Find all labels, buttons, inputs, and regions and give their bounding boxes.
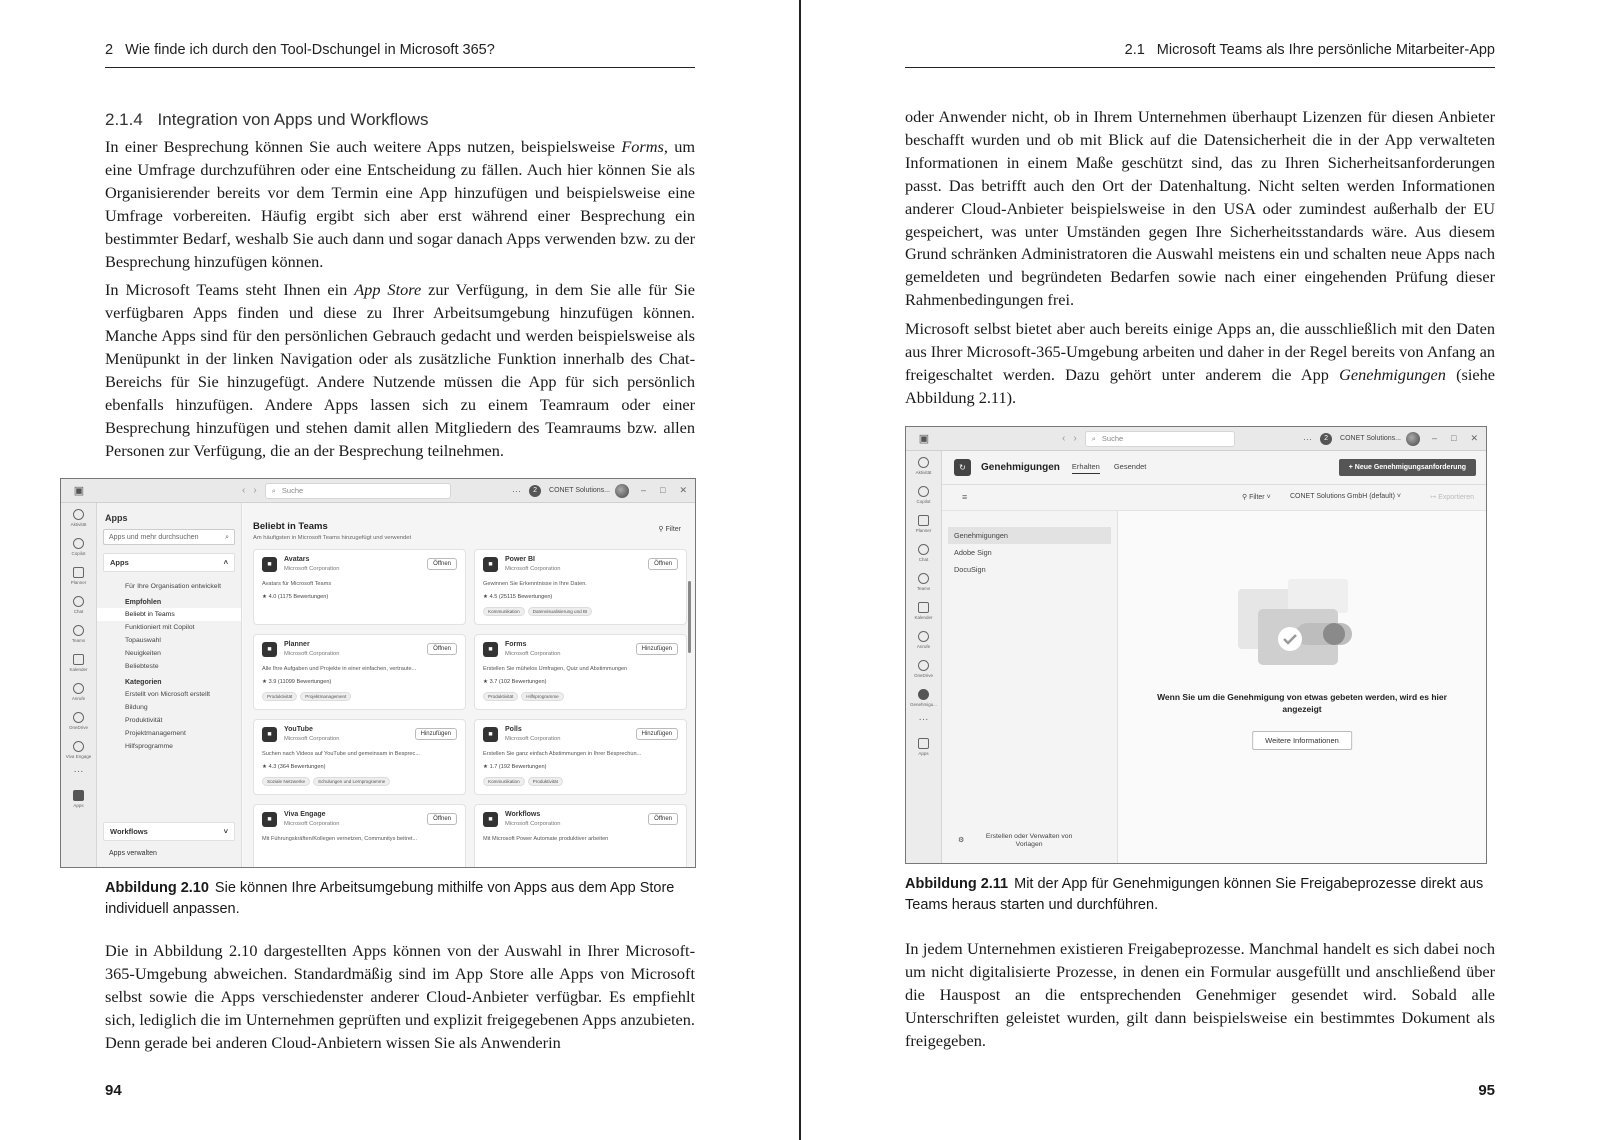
sidebar-heading-categories: Kategorien bbox=[125, 679, 162, 686]
phone-icon bbox=[73, 683, 84, 694]
star-icon: ★ bbox=[262, 594, 269, 600]
text-run: In Microsoft Teams steht Ihnen ein bbox=[105, 280, 355, 300]
rating-text: 3.7 (102 Bewertungen) bbox=[489, 679, 547, 685]
main-title: Beliebt in Teams bbox=[253, 521, 328, 532]
text-run: zur Verfügung, in dem Sie alle für Sie verfügbaren Apps finden und diese zu Ihrer Arbeitsumgebung hinzufügen können. Manche Apps sind für den persönlichen Gebrauch gedacht und werden beispielsweise als Menüpunkt in der linken Navigation oder als zusätzliche Funktion innerhalb des Chat-Bereichs für Sie hinzugefügt. Andere Nutzende müssen die App für sich persönlich ebenfalls hinzufügen. Andere Apps lassen sich zu einem Teamraum oder einer Besprechung hinzufügen und stehen damit allen Mitgliedern des Teamraums bzw. allen Personen zur Verfügung, die an der Besprechung teilnehmen. bbox=[105, 280, 695, 460]
app-icon: ■ bbox=[262, 642, 277, 657]
app-card[interactable] bbox=[253, 549, 466, 625]
rail-label: Copilot bbox=[916, 498, 931, 504]
nav-arrows bbox=[1062, 433, 1077, 444]
chapter-number: 2 bbox=[105, 42, 114, 58]
viva-engage-icon bbox=[73, 741, 84, 752]
page-number: 95 bbox=[1478, 1082, 1495, 1099]
figure-2-10-teams-apps bbox=[60, 478, 696, 868]
nav-arrows bbox=[242, 485, 257, 496]
app-icon: ■ bbox=[483, 642, 498, 657]
rail-item-activity[interactable] bbox=[906, 451, 941, 480]
main-subtitle: Am häufigsten in Microsoft Teams hinzugefügt und verwendet bbox=[253, 535, 412, 541]
app-name: Polls bbox=[505, 726, 522, 733]
app-description: Mit Führungskräften/Kollegen vernetzen, Communitys beitret... bbox=[262, 836, 418, 842]
checkmark-circle-icon bbox=[1278, 627, 1302, 651]
rail-label: Teams bbox=[71, 637, 86, 643]
caption-label: Abbildung 2.10 bbox=[105, 880, 209, 896]
chat-icon bbox=[918, 544, 929, 555]
more-apps-icon[interactable]: ··· bbox=[918, 714, 929, 725]
planner-icon bbox=[918, 515, 929, 526]
caption-text: Mit der App für Genehmigungen können Sie Freigabeprozesse direkt aus Teams heraus starten und durchführen. bbox=[905, 876, 1484, 913]
rail-label: Anrufe bbox=[71, 695, 86, 701]
caption-text: Sie können Ihre Arbeitsumgebung mithilfe von Apps aus dem App Store individuell anpassen. bbox=[105, 880, 675, 917]
rail-item-approvals[interactable] bbox=[906, 683, 941, 712]
body-text-top-right bbox=[905, 106, 1495, 416]
app-name: Planner bbox=[284, 641, 310, 648]
text-run: In einer Besprechung können Sie auch weitere Apps nutzen, beispielsweise bbox=[105, 137, 622, 156]
approvals-sidebar bbox=[942, 511, 1118, 863]
sidebar-item-category[interactable]: Produktivität bbox=[125, 717, 163, 724]
search-icon: ⌕ bbox=[1091, 433, 1096, 443]
rail-label: Aktivität bbox=[70, 521, 87, 527]
rail-item-teams[interactable] bbox=[61, 619, 96, 648]
rail-label: Copilot bbox=[71, 550, 86, 556]
cloud-icon bbox=[73, 712, 84, 723]
org-name: CONET Solutions... bbox=[549, 487, 610, 494]
empty-state-illustration bbox=[1218, 571, 1368, 681]
apps-icon bbox=[918, 738, 929, 749]
app-card-grid bbox=[253, 549, 687, 868]
rail-label: Genehmigu... bbox=[909, 701, 937, 707]
notification-icon[interactable]: 2 bbox=[1320, 433, 1332, 445]
apps-icon bbox=[73, 790, 84, 801]
sidebar-item-category[interactable]: Erstellt von Microsoft erstellt bbox=[125, 691, 210, 698]
rail-item-calendar[interactable] bbox=[906, 596, 941, 625]
app-tag[interactable]: Projektmanagement bbox=[300, 692, 351, 701]
hamburger-menu-icon[interactable]: ≡ bbox=[962, 492, 968, 502]
rating-text: 3.9 (11099 Bewertungen) bbox=[268, 679, 332, 685]
app-card[interactable] bbox=[474, 804, 687, 868]
figure-2-11-teams-approvals bbox=[905, 426, 1487, 864]
running-head-right bbox=[905, 42, 1495, 68]
app-rating bbox=[262, 594, 328, 600]
app-description: Avatars für Microsoft Teams bbox=[262, 581, 332, 587]
app-description: Gewinnen Sie Erkenntnisse in Ihre Daten. bbox=[483, 581, 587, 587]
filter-label: Filter bbox=[665, 526, 681, 533]
group-label: Workflows bbox=[110, 827, 148, 836]
chat-icon bbox=[73, 596, 84, 607]
app-rating bbox=[483, 594, 552, 600]
gear-icon: ⚙ bbox=[958, 837, 965, 844]
section-title: Integration von Apps und Workflows bbox=[157, 110, 429, 129]
app-action-button[interactable]: Öffnen bbox=[648, 558, 678, 570]
app-tag[interactable]: Produktivität bbox=[483, 692, 518, 701]
window-controls bbox=[1432, 433, 1478, 444]
apps-main-pane bbox=[243, 503, 695, 867]
filter-label: Filter bbox=[1249, 494, 1265, 501]
body-text-bottom-left bbox=[105, 940, 695, 1061]
caption-label: Abbildung 2.11 bbox=[905, 876, 1009, 892]
minimize-icon[interactable]: – bbox=[1432, 433, 1438, 443]
sidebar-item-copilot[interactable]: Funktioniert mit Copilot bbox=[125, 624, 195, 631]
approvals-icon bbox=[918, 689, 929, 700]
rail-item-teams[interactable] bbox=[906, 567, 941, 596]
app-description: Alle Ihre Aufgaben und Projekte in einer einfachen, vertraute... bbox=[262, 666, 417, 672]
teams-icon bbox=[73, 625, 84, 636]
search-icon: ⌕ bbox=[225, 534, 229, 541]
search-placeholder: Suche bbox=[1101, 434, 1124, 443]
more-info-button[interactable]: Weitere Informationen bbox=[1252, 731, 1352, 750]
sidebar-item-approvals[interactable]: Genehmigungen bbox=[948, 527, 1111, 544]
export-button[interactable]: ↦ Exportieren bbox=[1430, 494, 1474, 501]
rail-label: Planner bbox=[915, 527, 932, 533]
app-tag[interactable]: Hilfsprogramme bbox=[521, 692, 563, 701]
more-icon[interactable]: ··· bbox=[1303, 433, 1313, 444]
group-label: Apps bbox=[110, 558, 129, 567]
body-text-top-left bbox=[105, 136, 695, 469]
rail-item-planner[interactable] bbox=[61, 561, 96, 590]
app-card[interactable] bbox=[253, 719, 466, 795]
app-action-button[interactable]: Hinzufügen bbox=[636, 728, 678, 740]
rail-label: Viva Engage bbox=[65, 753, 92, 759]
search-icon: ⌕ bbox=[271, 485, 276, 495]
rail-item-calendar[interactable] bbox=[61, 648, 96, 677]
window-controls bbox=[641, 485, 687, 496]
tab-received[interactable]: Erhalten bbox=[1072, 462, 1100, 474]
app-tag[interactable]: Soziale Netzwerke bbox=[262, 777, 310, 786]
rail-item-onedrive[interactable] bbox=[906, 654, 941, 683]
approvals-app-icon: ↻ bbox=[954, 459, 971, 476]
forward-arrow-icon[interactable]: › bbox=[253, 485, 257, 496]
sidebar-item-org-built[interactable]: Für Ihre Organisation entwickelt bbox=[125, 583, 221, 590]
teams-logo-icon: ▣ bbox=[918, 433, 930, 445]
apps-sidebar bbox=[97, 503, 242, 867]
rating-text: 4.5 (25115 Bewertungen) bbox=[489, 594, 553, 600]
sidebar-item-category[interactable]: Projektmanagement bbox=[125, 730, 186, 737]
app-action-button[interactable]: Öffnen bbox=[427, 558, 457, 570]
filter-button[interactable]: ⚲ Filter bbox=[658, 526, 681, 533]
apps-search-placeholder: Apps und mehr durchsuchen bbox=[109, 534, 199, 541]
sidebar-item-category[interactable]: Hilfsprogramme bbox=[125, 743, 173, 750]
app-icon: ■ bbox=[262, 557, 277, 572]
back-arrow-icon[interactable]: ‹ bbox=[1062, 433, 1066, 444]
app-name: Viva Engage bbox=[284, 811, 326, 818]
avatar[interactable] bbox=[1406, 432, 1420, 446]
app-publisher: Microsoft Corporation bbox=[505, 651, 561, 657]
app-icon: ■ bbox=[483, 727, 498, 742]
app-tag[interactable]: Produktivität bbox=[262, 692, 297, 701]
teams-titlebar bbox=[61, 479, 695, 503]
paragraph: In jedem Unternehmen existieren Freigabeprozesse. Manchmal handelt es sich dabei noch um nicht digitalisierte Prozesse, in denen ein Formular ausgefüllt und anschließend über die Hauspost an die entsprechenden Genehmiger gesendet wird. Sobald alle Unterschriften geleistet wurden, gilt dann beispielsweise ein bestimmtes Dokument als freigegeben. bbox=[905, 939, 1495, 1050]
app-tag[interactable]: Datenvisualisierung und BI bbox=[528, 607, 593, 616]
app-tags bbox=[262, 692, 351, 701]
search-input[interactable] bbox=[265, 483, 451, 499]
chevron-up-icon: ˄ bbox=[223, 558, 228, 567]
calendar-icon bbox=[73, 654, 84, 665]
app-card[interactable] bbox=[474, 719, 687, 795]
app-name: Power BI bbox=[505, 556, 535, 563]
calendar-icon bbox=[918, 602, 929, 613]
bell-icon bbox=[918, 457, 929, 468]
more-apps-icon[interactable]: ··· bbox=[73, 766, 84, 777]
teams-app-rail bbox=[906, 451, 942, 863]
app-tags bbox=[262, 777, 390, 786]
app-publisher: Microsoft Corporation bbox=[284, 566, 340, 572]
app-tag[interactable]: Kommunikation bbox=[483, 777, 525, 786]
app-rating bbox=[262, 679, 331, 685]
paragraph bbox=[905, 318, 1495, 410]
sidebar-item-category[interactable]: Bildung bbox=[125, 704, 148, 711]
bell-icon bbox=[73, 509, 84, 520]
rating-text: 1.7 (192 Bewertungen) bbox=[489, 764, 547, 770]
rail-item-activity[interactable] bbox=[61, 503, 96, 532]
notification-icon[interactable]: 2 bbox=[529, 485, 541, 497]
tab-sent[interactable]: Gesendet bbox=[1113, 462, 1147, 471]
manage-templates-link[interactable] bbox=[958, 833, 1084, 849]
rail-label: Apps bbox=[73, 802, 84, 808]
new-approval-button[interactable]: + Neue Genehmigungsanforderung bbox=[1339, 459, 1476, 476]
app-name: Forms bbox=[505, 641, 527, 648]
rail-label: Aktivität bbox=[915, 469, 932, 475]
running-head-left bbox=[105, 42, 695, 68]
app-publisher: Microsoft Corporation bbox=[505, 736, 561, 742]
app-card[interactable] bbox=[474, 549, 687, 625]
app-name: YouTube bbox=[284, 726, 313, 733]
figure-caption-2-11 bbox=[905, 874, 1495, 916]
app-icon: ■ bbox=[262, 727, 277, 742]
phone-icon bbox=[918, 631, 929, 642]
teams-titlebar bbox=[906, 427, 1486, 451]
rail-item-chat[interactable] bbox=[906, 538, 941, 567]
star-icon: ★ bbox=[483, 764, 490, 770]
app-name: Workflows bbox=[505, 811, 541, 818]
rail-label: Anrufe bbox=[916, 643, 931, 649]
app-publisher: Microsoft Corporation bbox=[284, 651, 340, 657]
star-icon: ★ bbox=[262, 679, 269, 685]
app-tags bbox=[483, 692, 564, 701]
forward-arrow-icon[interactable]: › bbox=[1073, 433, 1077, 444]
back-arrow-icon[interactable]: ‹ bbox=[242, 485, 246, 496]
emphasis: Forms bbox=[621, 137, 664, 156]
section-number: 2.1.4 bbox=[105, 110, 143, 129]
emphasis: App Store bbox=[354, 280, 422, 300]
rail-item-calls[interactable] bbox=[61, 677, 96, 706]
app-tags bbox=[483, 777, 563, 786]
workflows-group-toggle[interactable] bbox=[103, 822, 235, 841]
app-tag[interactable]: Kommunikation bbox=[483, 607, 525, 616]
star-icon: ★ bbox=[483, 679, 490, 685]
app-icon: ■ bbox=[262, 812, 277, 827]
text-run: Microsoft selbst bietet aber auch bereits einige Apps an, die ausschließlich mit den Daten aus Ihrer Microsoft-365-Umgebung arbeiten und daher in der Regel bereits von Anfang an freigeschaltet werden. Dazu gehört unter anderem die App bbox=[905, 319, 1495, 384]
rail-label: Apps bbox=[918, 750, 929, 756]
app-description: Mit Microsoft Power Automate produktiver arbeiten bbox=[483, 836, 609, 842]
app-publisher: Microsoft Corporation bbox=[284, 821, 340, 827]
app-description: Erstellen Sie ganz einfach Abstimmungen in Ihrer Besprechun... bbox=[483, 751, 642, 757]
copilot-icon bbox=[918, 486, 929, 497]
app-card[interactable] bbox=[253, 804, 466, 868]
apps-sidebar-title: Apps bbox=[105, 513, 128, 523]
paragraph: oder Anwender nicht, ob in Ihrem Unternehmen überhaupt Lizenzen für diesen Anbieter beschafft wurden und ob mit Blick auf die Datensicherheit die in der App verwalteten Informationen in einem Maße geschützt sind, das zu Ihren Sicherheitsanforderungen passt. Das betrifft auch den Ort der Datenhaltung. Nicht selten werden Informationen anderer Cloud-Anbieter beispielsweise in den USA oder zumindest außerhalb der EU gespeichert, was unter Umständen gegen Ihre Sicherheitsstandards wäre. Aus diesem Grund schränken Administratoren die Auswahl meistens ein und schalten neue Apps nach gemeldeten und begründeten Bedarfen sowie nach einer eingehenden Prüfung dieser Rahmenbedingungen frei. bbox=[905, 107, 1495, 310]
app-action-button[interactable]: Öffnen bbox=[427, 643, 457, 655]
emphasis: Genehmigungen bbox=[1339, 364, 1446, 384]
rail-item-apps[interactable] bbox=[61, 784, 96, 813]
star-icon: ★ bbox=[262, 764, 269, 770]
planner-icon bbox=[73, 567, 84, 578]
sidebar-heading-recommended: Empfohlen bbox=[125, 599, 162, 606]
app-icon: ■ bbox=[483, 557, 498, 572]
more-icon[interactable]: ··· bbox=[512, 485, 522, 496]
rail-item-planner[interactable] bbox=[906, 509, 941, 538]
app-rating bbox=[262, 764, 326, 770]
rating-text: 4.3 (364 Bewertungen) bbox=[268, 764, 326, 770]
manage-apps-link[interactable] bbox=[97, 846, 241, 861]
search-placeholder: Suche bbox=[281, 486, 304, 495]
org-name: CONET Solutions... bbox=[1340, 435, 1401, 442]
copilot-icon bbox=[73, 538, 84, 549]
sidebar-item-adobe-sign[interactable]: Adobe Sign bbox=[954, 548, 992, 557]
filter-button[interactable]: ⚲ Filter ˅ bbox=[1242, 494, 1271, 501]
manage-apps-label: Apps verwalten bbox=[109, 850, 157, 857]
manage-templates-label: Erstellen oder Verwalten von Vorlagen bbox=[985, 833, 1073, 848]
app-action-button[interactable]: Hinzufügen bbox=[415, 728, 457, 740]
rail-label: Kalender bbox=[914, 614, 933, 620]
maximize-icon[interactable]: □ bbox=[1451, 433, 1457, 443]
app-publisher: Microsoft Corporation bbox=[284, 736, 340, 742]
sidebar-item-popular[interactable]: Beliebt in Teams bbox=[97, 608, 241, 621]
app-description: Erstellen Sie mühelos Umfragen, Quiz und Abstimmungen bbox=[483, 666, 628, 672]
rail-label: OneDrive bbox=[68, 724, 88, 730]
body-text-bottom-right bbox=[905, 938, 1495, 1059]
sidebar-item-docusign[interactable]: DocuSign bbox=[954, 565, 986, 574]
scrollbar[interactable] bbox=[688, 581, 691, 653]
sidebar-item-new[interactable]: Neuigkeiten bbox=[125, 650, 161, 657]
chevron-down-icon: ˅ bbox=[223, 827, 228, 836]
close-icon[interactable]: ✕ bbox=[679, 485, 687, 495]
app-publisher: Microsoft Corporation bbox=[505, 566, 561, 572]
figure-caption-2-10 bbox=[105, 878, 695, 920]
rail-label: Chat bbox=[918, 556, 929, 562]
paragraph bbox=[105, 136, 695, 273]
text-run: (siehe Abbildung 2.11). bbox=[905, 364, 1495, 407]
sidebar-item-most-popular[interactable]: Beliebteste bbox=[125, 663, 159, 670]
section-heading bbox=[105, 110, 695, 130]
sidebar-item-top-picks[interactable]: Topauswahl bbox=[125, 637, 161, 644]
rail-item-copilot[interactable] bbox=[61, 532, 96, 561]
app-action-button[interactable]: Öffnen bbox=[648, 813, 678, 825]
approvals-title: Genehmigungen bbox=[981, 462, 1060, 473]
illustration-card-top bbox=[1288, 579, 1348, 613]
export-label: Exportieren bbox=[1438, 494, 1474, 501]
section-title: Microsoft Teams als Ihre persönliche Mitarbeiter-App bbox=[1156, 42, 1495, 58]
teams-logo-icon: ▣ bbox=[73, 485, 85, 497]
app-action-button[interactable]: Hinzufügen bbox=[636, 643, 678, 655]
app-card[interactable] bbox=[253, 634, 466, 710]
approvals-toolbar bbox=[942, 485, 1486, 511]
teams-app-rail bbox=[61, 503, 97, 867]
teams-icon bbox=[918, 573, 929, 584]
maximize-icon[interactable]: □ bbox=[660, 485, 666, 495]
illustration-toggle-knob bbox=[1323, 623, 1345, 645]
org-filter-dropdown[interactable]: CONET Solutions GmbH (default) ˅ bbox=[1290, 493, 1401, 500]
rail-label: OneDrive bbox=[913, 672, 933, 678]
close-icon[interactable]: ✕ bbox=[1470, 433, 1478, 443]
app-publisher: Microsoft Corporation bbox=[505, 821, 561, 827]
avatar[interactable] bbox=[615, 484, 629, 498]
rail-label: Teams bbox=[916, 585, 931, 591]
right-page bbox=[800, 0, 1600, 1140]
app-tags bbox=[483, 607, 592, 616]
app-icon: ■ bbox=[483, 812, 498, 827]
rail-item-viva-engage[interactable] bbox=[61, 735, 96, 764]
rail-item-calls[interactable] bbox=[906, 625, 941, 654]
rail-label: Planner bbox=[70, 579, 87, 585]
app-description: Suchen nach Videos auf YouTube und gemeinsam in Besprec... bbox=[262, 751, 420, 757]
text-run: , um eine Umfrage durchzuführen oder eine Entscheidung zu fällen. Auch hier können Sie als Organisierender bereits vor dem Termin eine App hinzufügen und beispielsweise eine Umfrage vorbereiten. Häufig ergibt sich aber erst während einer Besprechung ein bestimmter Bedarf, weshalb Sie auch dann und sogar danach Apps verwenden bzw. zu der Besprechung hinzufügen können. bbox=[105, 137, 696, 271]
rail-item-copilot[interactable] bbox=[906, 480, 941, 509]
app-action-button[interactable]: Öffnen bbox=[427, 813, 457, 825]
empty-state-message: Wenn Sie um die Genehmigung von etwas gebeten werden, wird es hier angezeigt bbox=[1157, 692, 1447, 714]
apps-search-input[interactable] bbox=[103, 529, 235, 545]
app-rating bbox=[483, 764, 547, 770]
app-tag[interactable]: Produktivität bbox=[528, 777, 563, 786]
rail-item-chat[interactable] bbox=[61, 590, 96, 619]
org-filter-label: CONET Solutions GmbH (default) bbox=[1290, 493, 1395, 500]
app-rating bbox=[483, 679, 547, 685]
app-name: Avatars bbox=[284, 556, 310, 563]
rail-label: Chat bbox=[73, 608, 84, 614]
paragraph bbox=[105, 279, 695, 462]
star-icon: ★ bbox=[483, 594, 490, 600]
cloud-icon bbox=[918, 660, 929, 671]
search-input[interactable] bbox=[1085, 431, 1235, 447]
page-number: 94 bbox=[105, 1082, 122, 1099]
app-card[interactable] bbox=[474, 634, 687, 710]
paragraph: Die in Abbildung 2.10 dargestellten Apps können von der Auswahl in Ihrer Microsoft-365-Umgebung abweichen. Standardmäßig sind im App Store alle Apps von Microsoft selbst sowie die Apps verschiedenster anderer Cloud-Anbieter verfügbar. Es empfiehlt sich, lediglich die im Unternehmen geprüften und explizit freigegebenen Apps anzubieten. Denn gerade bei anderen Cloud-Anbietern wissen Sie als Anwenderin bbox=[105, 941, 695, 1052]
rating-text: 4.0 (1175 Bewertungen) bbox=[268, 594, 329, 600]
approvals-main-pane bbox=[1118, 511, 1486, 863]
chapter-title: Wie finde ich durch den Tool-Dschungel in Microsoft 365? bbox=[125, 42, 495, 58]
minimize-icon[interactable]: – bbox=[641, 485, 647, 495]
approvals-header bbox=[942, 451, 1486, 485]
app-tag[interactable]: Schulungen und Lernprogramme bbox=[313, 777, 390, 786]
rail-item-onedrive[interactable] bbox=[61, 706, 96, 735]
rail-item-apps[interactable] bbox=[906, 732, 941, 761]
section-number: 2.1 bbox=[1124, 42, 1145, 58]
apps-group-toggle[interactable] bbox=[103, 553, 235, 572]
rail-label: Kalender bbox=[69, 666, 88, 672]
